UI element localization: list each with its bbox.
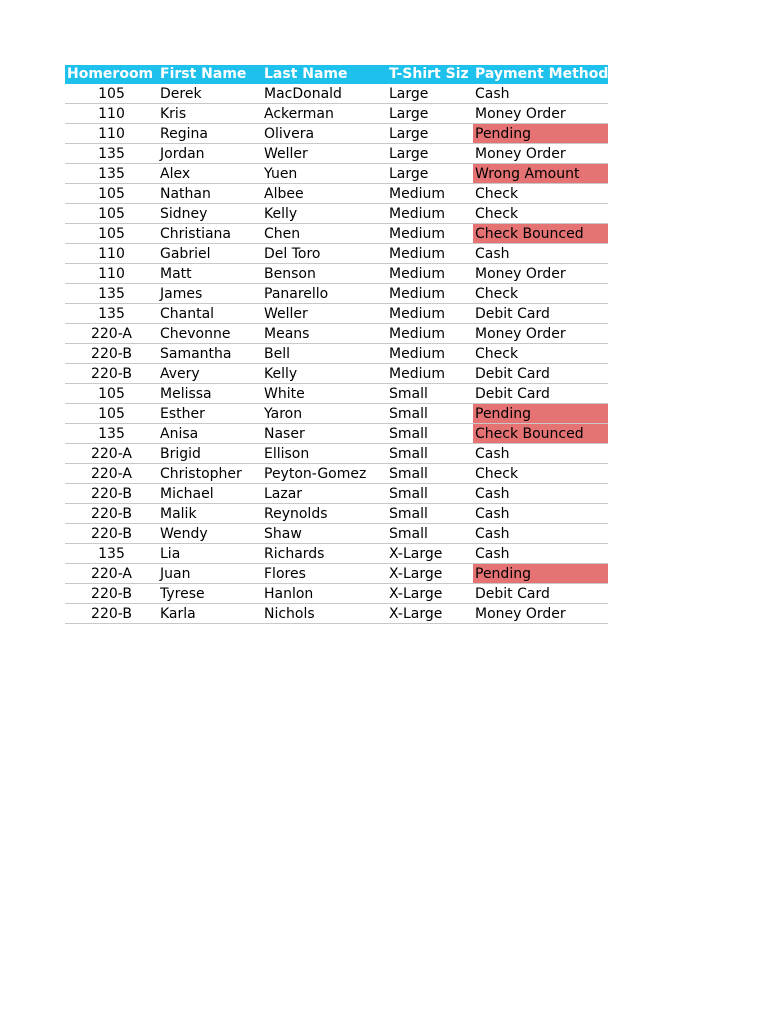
cell-payment-method[interactable]: Pending bbox=[473, 564, 608, 584]
cell-tshirt-size[interactable]: Large bbox=[387, 84, 473, 104]
cell-first-name[interactable]: Samantha bbox=[158, 344, 262, 364]
cell-last-name[interactable]: White bbox=[262, 384, 387, 404]
table-row bbox=[65, 244, 608, 264]
cell-first-name[interactable]: Tyrese bbox=[158, 584, 262, 604]
cell-payment-method[interactable]: Cash bbox=[473, 244, 608, 264]
cell-first-name[interactable]: Nathan bbox=[158, 184, 262, 204]
cell-homeroom[interactable]: 135 bbox=[65, 544, 158, 564]
cell-homeroom[interactable]: 110 bbox=[65, 244, 158, 264]
cell-first-name[interactable]: Brigid bbox=[158, 444, 262, 464]
table-row bbox=[65, 404, 608, 424]
cell-payment-method[interactable]: Money Order bbox=[473, 264, 608, 284]
cell-last-name[interactable]: Means bbox=[262, 324, 387, 344]
table-row bbox=[65, 184, 608, 204]
table-row bbox=[65, 464, 608, 484]
table-row bbox=[65, 224, 608, 244]
cell-homeroom[interactable]: 220-A bbox=[65, 564, 158, 584]
cell-tshirt-size[interactable]: Small bbox=[387, 504, 473, 524]
cell-payment-method[interactable]: Debit Card bbox=[473, 364, 608, 384]
cell-payment-method[interactable]: Check Bounced bbox=[473, 424, 608, 444]
cell-homeroom[interactable]: 220-B bbox=[65, 504, 158, 524]
table-row bbox=[65, 144, 608, 164]
cell-last-name[interactable]: Yuen bbox=[262, 164, 387, 184]
header-homeroom[interactable]: Homeroom bbox=[65, 65, 158, 84]
cell-first-name[interactable]: Sidney bbox=[158, 204, 262, 224]
cell-homeroom[interactable]: 220-B bbox=[65, 484, 158, 504]
cell-payment-method[interactable]: Cash bbox=[473, 444, 608, 464]
cell-last-name[interactable]: Panarello bbox=[262, 284, 387, 304]
cell-last-name[interactable]: MacDonald bbox=[262, 84, 387, 104]
cell-last-name[interactable]: Ackerman bbox=[262, 104, 387, 124]
cell-tshirt-size[interactable]: Small bbox=[387, 464, 473, 484]
cell-payment-method[interactable]: Money Order bbox=[473, 104, 608, 124]
cell-first-name[interactable]: Michael bbox=[158, 484, 262, 504]
table-row bbox=[65, 424, 608, 444]
table-row bbox=[65, 304, 608, 324]
cell-first-name[interactable]: Wendy bbox=[158, 524, 262, 544]
cell-first-name[interactable]: Jordan bbox=[158, 144, 262, 164]
table-row bbox=[65, 604, 608, 624]
cell-tshirt-size[interactable]: Small bbox=[387, 424, 473, 444]
cell-tshirt-size[interactable]: Medium bbox=[387, 224, 473, 244]
cell-homeroom[interactable]: 135 bbox=[65, 164, 158, 184]
cell-payment-method[interactable]: Check bbox=[473, 464, 608, 484]
header-last-name[interactable]: Last Name bbox=[262, 65, 387, 84]
cell-last-name[interactable]: Kelly bbox=[262, 204, 387, 224]
table-row bbox=[65, 264, 608, 284]
table-row bbox=[65, 104, 608, 124]
cell-payment-method[interactable]: Cash bbox=[473, 84, 608, 104]
cell-homeroom[interactable]: 220-B bbox=[65, 364, 158, 384]
cell-payment-method[interactable]: Debit Card bbox=[473, 304, 608, 324]
header-first-name[interactable]: First Name bbox=[158, 65, 262, 84]
cell-payment-method[interactable]: Check bbox=[473, 204, 608, 224]
cell-homeroom[interactable]: 135 bbox=[65, 144, 158, 164]
cell-tshirt-size[interactable]: Medium bbox=[387, 264, 473, 284]
cell-homeroom[interactable]: 220-A bbox=[65, 464, 158, 484]
cell-tshirt-size[interactable]: Medium bbox=[387, 344, 473, 364]
cell-homeroom[interactable]: 105 bbox=[65, 84, 158, 104]
cell-tshirt-size[interactable]: Large bbox=[387, 144, 473, 164]
cell-last-name[interactable]: Bell bbox=[262, 344, 387, 364]
table-row bbox=[65, 444, 608, 464]
table-row bbox=[65, 124, 608, 144]
cell-last-name[interactable]: Del Toro bbox=[262, 244, 387, 264]
cell-last-name[interactable]: Richards bbox=[262, 544, 387, 564]
cell-tshirt-size[interactable]: Medium bbox=[387, 204, 473, 224]
cell-last-name[interactable]: Olivera bbox=[262, 124, 387, 144]
cell-first-name[interactable]: Derek bbox=[158, 84, 262, 104]
cell-first-name[interactable]: Christopher bbox=[158, 464, 262, 484]
cell-tshirt-size[interactable]: X-Large bbox=[387, 544, 473, 564]
cell-tshirt-size[interactable]: Small bbox=[387, 524, 473, 544]
cell-last-name[interactable]: Reynolds bbox=[262, 504, 387, 524]
cell-first-name[interactable]: Kris bbox=[158, 104, 262, 124]
cell-last-name[interactable]: Flores bbox=[262, 564, 387, 584]
cell-homeroom[interactable]: 135 bbox=[65, 284, 158, 304]
cell-first-name[interactable]: Esther bbox=[158, 404, 262, 424]
cell-payment-method[interactable]: Cash bbox=[473, 484, 608, 504]
cell-payment-method[interactable]: Debit Card bbox=[473, 384, 608, 404]
table-row bbox=[65, 504, 608, 524]
cell-payment-method[interactable]: Check Bounced bbox=[473, 224, 608, 244]
cell-last-name[interactable]: Lazar bbox=[262, 484, 387, 504]
table-row bbox=[65, 324, 608, 344]
cell-tshirt-size[interactable]: X-Large bbox=[387, 564, 473, 584]
table-row bbox=[65, 284, 608, 304]
cell-tshirt-size[interactable]: X-Large bbox=[387, 584, 473, 604]
cell-first-name[interactable]: Gabriel bbox=[158, 244, 262, 264]
cell-tshirt-size[interactable]: Small bbox=[387, 484, 473, 504]
cell-first-name[interactable]: Chantal bbox=[158, 304, 262, 324]
table-row bbox=[65, 384, 608, 404]
cell-homeroom[interactable]: 220-B bbox=[65, 604, 158, 624]
cell-tshirt-size[interactable]: Medium bbox=[387, 364, 473, 384]
header-tshirt-size[interactable]: T-Shirt Siz bbox=[387, 65, 473, 84]
cell-payment-method[interactable]: Money Order bbox=[473, 324, 608, 344]
cell-homeroom[interactable]: 135 bbox=[65, 424, 158, 444]
cell-payment-method[interactable]: Check bbox=[473, 344, 608, 364]
cell-homeroom[interactable]: 220-A bbox=[65, 324, 158, 344]
cell-first-name[interactable]: Juan bbox=[158, 564, 262, 584]
table-body bbox=[65, 84, 608, 624]
cell-last-name[interactable]: Chen bbox=[262, 224, 387, 244]
cell-first-name[interactable]: Alex bbox=[158, 164, 262, 184]
table-row bbox=[65, 544, 608, 564]
table-row bbox=[65, 164, 608, 184]
cell-homeroom[interactable]: 135 bbox=[65, 304, 158, 324]
cell-homeroom[interactable]: 105 bbox=[65, 384, 158, 404]
table-row bbox=[65, 344, 608, 364]
cell-tshirt-size[interactable]: Medium bbox=[387, 304, 473, 324]
cell-last-name[interactable]: Peyton-Gomez bbox=[262, 464, 387, 484]
cell-tshirt-size[interactable]: Small bbox=[387, 404, 473, 424]
cell-last-name[interactable]: Naser bbox=[262, 424, 387, 444]
table-row bbox=[65, 564, 608, 584]
table-row bbox=[65, 84, 608, 104]
cell-tshirt-size[interactable]: Medium bbox=[387, 184, 473, 204]
cell-last-name[interactable]: Weller bbox=[262, 304, 387, 324]
cell-last-name[interactable]: Weller bbox=[262, 144, 387, 164]
cell-first-name[interactable]: Karla bbox=[158, 604, 262, 624]
cell-homeroom[interactable]: 220-B bbox=[65, 584, 158, 604]
cell-tshirt-size[interactable]: Small bbox=[387, 384, 473, 404]
cell-first-name[interactable]: Matt bbox=[158, 264, 262, 284]
cell-payment-method[interactable]: Pending bbox=[473, 404, 608, 424]
cell-homeroom[interactable]: 220-A bbox=[65, 444, 158, 464]
cell-tshirt-size[interactable]: Medium bbox=[387, 324, 473, 344]
cell-first-name[interactable]: Lia bbox=[158, 544, 262, 564]
cell-first-name[interactable]: Avery bbox=[158, 364, 262, 384]
cell-last-name[interactable]: Kelly bbox=[262, 364, 387, 384]
table-row bbox=[65, 204, 608, 224]
cell-tshirt-size[interactable]: Large bbox=[387, 124, 473, 144]
cell-first-name[interactable]: Melissa bbox=[158, 384, 262, 404]
cell-payment-method[interactable]: Cash bbox=[473, 544, 608, 564]
cell-homeroom[interactable]: 110 bbox=[65, 104, 158, 124]
cell-last-name[interactable]: Nichols bbox=[262, 604, 387, 624]
cell-payment-method[interactable]: Cash bbox=[473, 504, 608, 524]
cell-first-name[interactable]: Chevonne bbox=[158, 324, 262, 344]
cell-payment-method[interactable]: Pending bbox=[473, 124, 608, 144]
cell-last-name[interactable]: Benson bbox=[262, 264, 387, 284]
cell-first-name[interactable]: James bbox=[158, 284, 262, 304]
cell-payment-method[interactable]: Check bbox=[473, 184, 608, 204]
table-row bbox=[65, 364, 608, 384]
cell-first-name[interactable]: Anisa bbox=[158, 424, 262, 444]
tshirt-order-sheet bbox=[65, 65, 608, 624]
table-row bbox=[65, 524, 608, 544]
cell-last-name[interactable]: Albee bbox=[262, 184, 387, 204]
cell-homeroom[interactable]: 220-B bbox=[65, 344, 158, 364]
cell-tshirt-size[interactable]: Large bbox=[387, 164, 473, 184]
cell-payment-method[interactable]: Debit Card bbox=[473, 584, 608, 604]
cell-payment-method[interactable]: Money Order bbox=[473, 604, 608, 624]
cell-homeroom[interactable]: 105 bbox=[65, 224, 158, 244]
table-row bbox=[65, 584, 608, 604]
table-row bbox=[65, 484, 608, 504]
cell-tshirt-size[interactable]: Medium bbox=[387, 284, 473, 304]
cell-homeroom[interactable]: 110 bbox=[65, 124, 158, 144]
cell-homeroom[interactable]: 105 bbox=[65, 184, 158, 204]
cell-homeroom[interactable]: 105 bbox=[65, 404, 158, 424]
orders-table bbox=[65, 65, 608, 624]
cell-tshirt-size[interactable]: X-Large bbox=[387, 604, 473, 624]
cell-first-name[interactable]: Malik bbox=[158, 504, 262, 524]
cell-tshirt-size[interactable]: Large bbox=[387, 104, 473, 124]
cell-homeroom[interactable]: 220-B bbox=[65, 524, 158, 544]
header-row bbox=[65, 65, 608, 84]
cell-last-name[interactable]: Shaw bbox=[262, 524, 387, 544]
cell-homeroom[interactable]: 110 bbox=[65, 264, 158, 284]
cell-tshirt-size[interactable]: Medium bbox=[387, 244, 473, 264]
cell-payment-method[interactable]: Wrong Amount bbox=[473, 164, 608, 184]
cell-last-name[interactable]: Yaron bbox=[262, 404, 387, 424]
cell-payment-method[interactable]: Cash bbox=[473, 524, 608, 544]
cell-first-name[interactable]: Regina bbox=[158, 124, 262, 144]
cell-payment-method[interactable]: Money Order bbox=[473, 144, 608, 164]
cell-last-name[interactable]: Hanlon bbox=[262, 584, 387, 604]
cell-last-name[interactable]: Ellison bbox=[262, 444, 387, 464]
cell-tshirt-size[interactable]: Small bbox=[387, 444, 473, 464]
cell-first-name[interactable]: Christiana bbox=[158, 224, 262, 244]
cell-homeroom[interactable]: 105 bbox=[65, 204, 158, 224]
table-header bbox=[65, 65, 608, 84]
header-payment-method[interactable]: Payment Method bbox=[475, 66, 608, 82]
cell-payment-method[interactable]: Check bbox=[473, 284, 608, 304]
